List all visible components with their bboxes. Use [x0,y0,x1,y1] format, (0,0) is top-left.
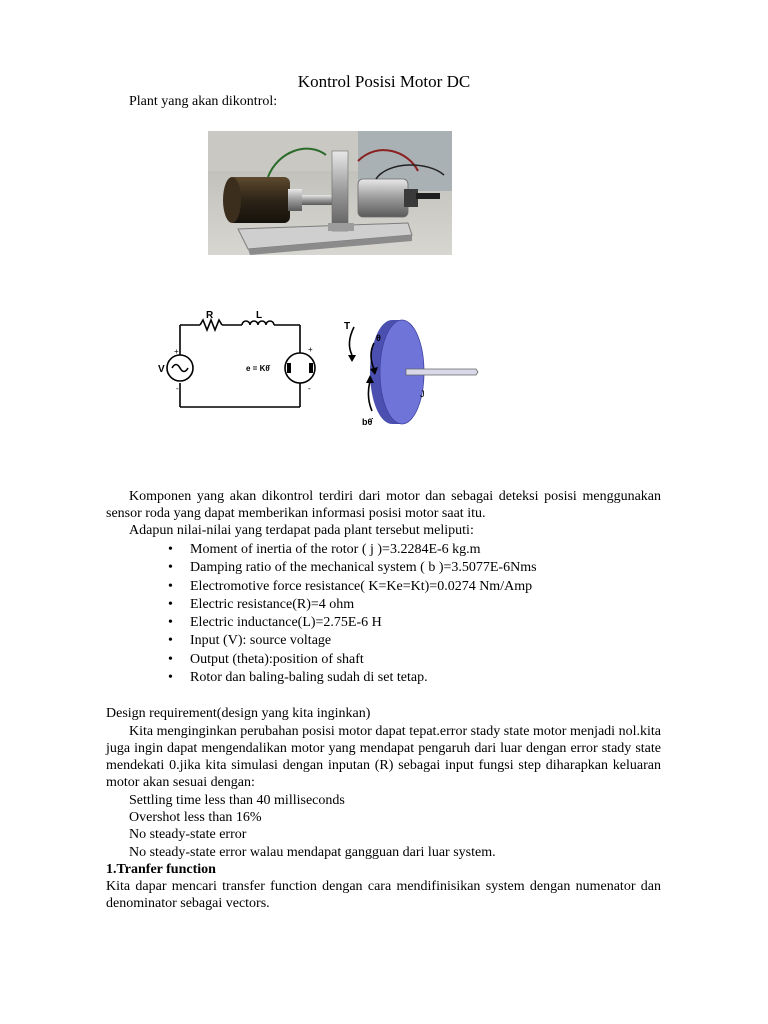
list-item: • Damping ratio of the mechanical system ( b )=3.5077E-6Nms [168,559,537,577]
requirement-item: Overshot less than 16% [129,810,262,825]
inertia-label: J [420,389,425,399]
document-title: Kontrol Posisi Motor DC [297,72,471,91]
armature-circuit-diagram [150,305,320,415]
transfer-function-paragraph: Kita dapar mencari transfer function dengan cara mendifinisikan system dengan numenator dan denominator sebagai vectors. [106,879,661,911]
theta-label: θ [376,333,381,343]
motor-plus: + [308,345,313,354]
list-item: • Rotor dan baling-baling sudah di set tetap. [168,669,537,687]
source-label: V [158,364,165,375]
paragraph-values-intro: Adapun nilai-nilai yang terdapat pada plant tersebut meliputi: [129,523,474,538]
list-item: • Moment of inertia of the rotor ( j )=3.2284E-6 kg.m [168,541,537,559]
motor-plant-photo [208,131,452,255]
design-requirement-heading: Design requirement(design yang kita inginkan) [106,706,371,721]
list-item: • Electric resistance(R)=4 ohm [168,596,537,614]
plant-parameters-list [168,541,537,687]
requirement-item: No steady-state error walau mendapat gangguan dari luar system. [129,845,496,860]
list-item: • Electromotive force resistance( K=Ke=Kt)=0.0274 Nm/Amp [168,578,537,596]
list-item: • Input (V): source voltage [168,632,537,650]
intro-text: Plant yang akan dikontrol: [129,94,278,109]
paragraph-components: Komponen yang akan dikontrol terdiri dari motor dan sebagai deteksi posisi menggunakan sensor roda yang dapat memberikan informasi posisi motor saat itu. [106,489,661,521]
back-emf-label: e = Kθ̇ [246,364,270,373]
torque-label: T [344,321,351,332]
resistor-label: R [206,310,214,321]
list-item: • Output (theta):position of shaft [168,651,537,669]
inductor-label: L [256,310,263,321]
source-plus: + [174,347,179,356]
source-minus: - [176,384,179,393]
requirement-item: Settling time less than 40 milliseconds [129,793,345,808]
list-item: • Electric inductance(L)=2.75E-6 H [168,614,537,632]
damping-label: bθ̇ [362,417,373,427]
motor-minus: - [308,384,311,393]
rotor-inertia-diagram [340,315,490,430]
section-heading-transfer-function: 1.Tranfer function [106,862,216,877]
requirement-item: No steady-state error [129,827,247,842]
design-requirement-paragraph: Kita menginginkan perubahan posisi motor dapat tepat.error stady state motor menjadi nol.kita juga ingin dapat mengendalikan motor yang mendapat pengaruh dari luar dengan error stady state mendekati 0.jika kita simulasi dengan inputan (R) sebagai input fungsi step diharapkan keluaran motor akan sesuai dengan: [106,724,661,790]
